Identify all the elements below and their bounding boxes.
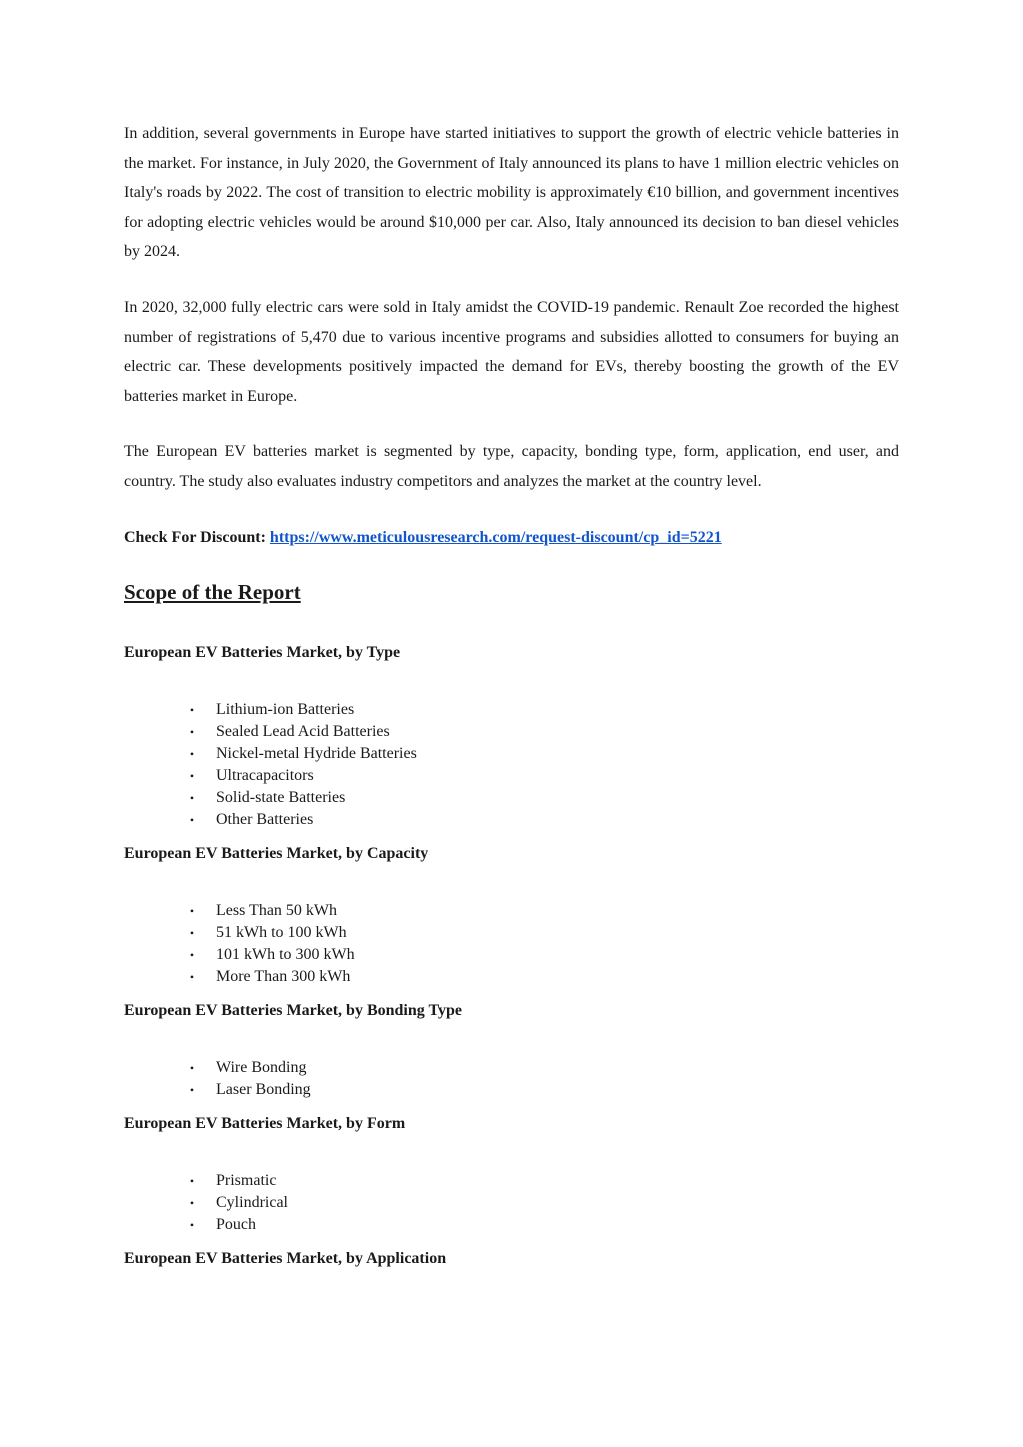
section-heading-form: European EV Batteries Market, by Form [124,1115,406,1133]
list-item [124,1192,899,1214]
list-item-label: Pouch [216,1216,256,1234]
list-item-label: Cylindrical [216,1194,288,1212]
form-list [124,1170,899,1236]
discount-link[interactable]: https://www.meticulousresearch.com/request-discount/cp_id=5221 [269,528,722,546]
scope-heading: Scope of the Report [124,580,301,605]
bullet-icon: • [189,1174,195,1189]
list-item-label: Wire Bonding [216,1059,307,1077]
bullet-icon: • [189,926,195,941]
list-item-label: Lithium-ion Batteries [216,701,355,719]
list-item [124,1079,899,1101]
section-heading-capacity: European EV Batteries Market, by Capacity [124,845,429,863]
bullet-icon: • [189,813,195,828]
list-item-label: Solid-state Batteries [216,789,346,807]
list-item [124,699,899,721]
paragraph-segmentation: The European EV batteries market is segmented by type, capacity, bonding type, form, application, end user, and country. The study also evaluates industry competitors and analyzes the market at the country level. [124,443,899,490]
list-item-label: Other Batteries [216,811,314,829]
bullet-icon: • [189,948,195,963]
list-item [124,1170,899,1192]
discount-label: Check For Discount: [124,528,270,546]
bonding-type-list [124,1057,899,1101]
bullet-icon: • [189,703,195,718]
list-item [124,721,899,743]
type-list [124,699,899,831]
section-heading-bonding-type: European EV Batteries Market, by Bonding Type [124,1002,462,1020]
list-item [124,966,899,988]
bullet-icon: • [189,904,195,919]
section-heading-application: European EV Batteries Market, by Application [124,1250,447,1268]
capacity-list [124,900,899,988]
list-item-label: Prismatic [216,1172,277,1190]
list-item [124,900,899,922]
list-item [124,743,899,765]
list-item-label: 51 kWh to 100 kWh [216,924,347,942]
list-item-label: Ultracapacitors [216,767,314,785]
bullet-icon: • [189,1196,195,1211]
bullet-icon: • [189,1218,195,1233]
list-item [124,787,899,809]
list-item-label: Sealed Lead Acid Batteries [216,723,390,741]
discount-line [124,523,899,553]
list-item-label: 101 kWh to 300 kWh [216,946,355,964]
list-item [124,1057,899,1079]
list-item-label: Laser Bonding [216,1081,311,1099]
bullet-icon: • [189,769,195,784]
list-item-label: More Than 300 kWh [216,968,351,986]
bullet-icon: • [189,747,195,762]
list-item [124,765,899,787]
bullet-icon: • [189,970,195,985]
bullet-icon: • [189,1083,195,1098]
paragraph-italy-sales: In 2020, 32,000 fully electric cars were sold in Italy amidst the COVID-19 pandemic. Renault Zoe recorded the highest number of registrations of 5,470 due to various incentive programs and subsidies allotted to consumers for buying an electric car. These developments positively impacted the demand for EVs, thereby boosting the growth of the EV batteries market in Europe. [124,298,899,405]
list-item [124,1214,899,1236]
bullet-icon: • [189,1061,195,1076]
list-item-label: Less Than 50 kWh [216,902,338,920]
list-item-label: Nickel-metal Hydride Batteries [216,745,417,763]
list-item [124,944,899,966]
list-item [124,809,899,831]
paragraph-incentives: In addition, several governments in Europe have started initiatives to support the growth of electric vehicle batteries in the market. For instance, in July 2020, the Government of Italy announced its plans to have 1 million electric vehicles on Italy's roads by 2022. The cost of transition to electric mobility is approximately €10 billion, and government incentives for adopting electric vehicles would be around $10,000 per car. Also, Italy announced its decision to ban diesel vehicles by 2024. [124,125,899,261]
section-heading-type: European EV Batteries Market, by Type [124,644,401,662]
bullet-icon: • [189,791,195,806]
bullet-icon: • [189,725,195,740]
list-item [124,922,899,944]
